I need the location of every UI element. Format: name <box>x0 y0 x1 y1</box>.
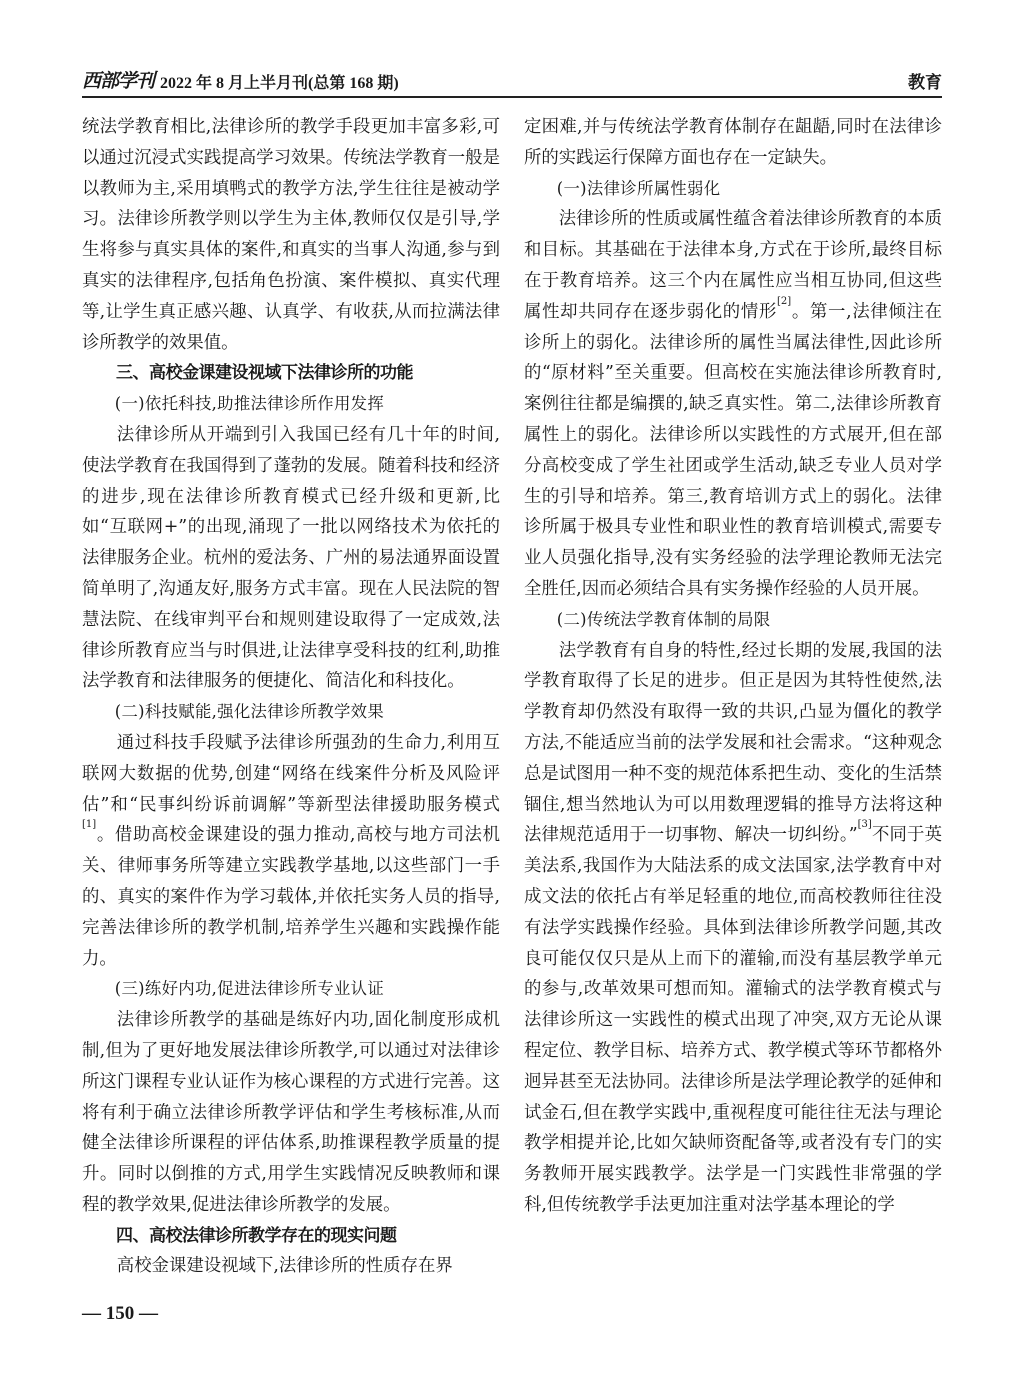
subsection-heading: (三)练好内功,促进法律诊所专业认证 <box>114 979 385 999</box>
paragraph: 高校金课建设视域下,法律诊所的性质存在界 <box>116 1256 453 1277</box>
paragraph-text: 。借助高校金课建设的强力推动,高校与地方司法机关、律师事务所等建立实践教学基地,以这些部门一手的、真实的案件作为学习载体,并依托实务人员的指导,完善法律诊所的教学机制,培养学生兴趣和实践操作能力。 <box>82 825 500 969</box>
paragraph: 统法学教育相比,法律诊所的教学手段更加丰富多彩,可以通过沉浸式实践提高学习效果。传统法学教育一般是以教师为主,采用填鸭式的教学方法,学生往往是被动学习。法律诊所教学则以学生为主体,教师仅仅是引导,学生将参与真实具体的案件,和真实的当事人沟通,参与到真实的法律程序,包括角色扮演、案件模拟、真实代理等,让学生真正感兴趣、认真学、有收获,从而拉满法律诊所教学的效果值。 <box>82 117 500 353</box>
subsection-heading: (一)法律诊所属性弱化 <box>556 178 721 198</box>
page-number: — 150 — <box>82 1303 158 1324</box>
page-header <box>82 66 942 98</box>
paragraph <box>82 728 500 974</box>
paragraph-text: 不同于英美法系,我国作为大陆法系的成文法国家,法学教育中对成文法的依托占有举足轻重的地位,而高校教师往往没有法学实践操作经验。具体到法律诊所教学问题,其改良可能仅仅只是从上而下的灌输,而没有基层教学单元的参与,改革效果可想而知。灌输式的法学教育模式与法律诊所这一实践性的模式出现了冲突,双方无论从课程定位、教学目标、培养方式、教学模式等环节都格外迥异甚至无法协同。法律诊所是法学理论教学的延伸和试金石,但在教学实践中,重视程度可能往往无法与理论教学相提并论,比如欠缺师资配备等,或者没有专门的实务教师开展实践教学。法学是一门实践性非常强的学科,但传统教学手法更加注重对法学基本理论的学 <box>524 825 942 1215</box>
section-name: 教育 <box>908 73 942 93</box>
article-body <box>82 112 942 1277</box>
paragraph: 法律诊所教学的基础是练好内功,固化制度形成机制,但为了更好地发展法律诊所教学,可以通过对法律诊所这门课程专业认证作为核心课程的方式进行完善。这将有利于确立法律诊所教学评估和学生考核标准,从而健全法律诊所课程的评估体系,助推课程教学质量的提升。同时以倒推的方式,用学生实践情况反映教师和课程的教学效果,促进法律诊所教学的发展。 <box>82 1010 500 1215</box>
citation-ref: [2] <box>777 295 792 307</box>
subsection-heading: (二)传统法学教育体制的局限 <box>556 609 771 629</box>
paragraph-text: 法学教育有自身的特性,经过长期的发展,我国的法学教育取得了长足的进步。但正是因为其特性使然,法学教育却仍然没有取得一致的共识,凸显为僵化的教学方法,不能适应当前的法学发展和社会需求。“这种观念总是试图用一种不变的规范体系把生动、变化的生活禁锢住,想当然地认为可以用数理逻辑的推导方法将这种法律规范适用于一切事物、解决一切纠纷。” <box>524 640 942 846</box>
paragraph <box>524 204 942 604</box>
right-column <box>524 112 942 1262</box>
left-column <box>82 112 500 1277</box>
paragraph-text: 通过科技手段赋予法律诊所强劲的生命力,利用互联网大数据的优势,创建“网络在线案件分析及风险评估”和“民事纠纷诉前调解”等新型法律援助服务模式 <box>82 732 500 815</box>
paragraph: 法律诊所从开端到引入我国已经有几十年的时间,使法学教育在我国得到了蓬勃的发展。随着科技和经济的进步,现在法律诊所教育模式已经升级和更新,比如“互联网+”的出现,涌现了一批以网络技术为依托的法律服务企业。杭州的爱法务、广州的易法通界面设置简单明了,沟通友好,服务方式丰富。现在人民法院的智慧法院、在线审判平台和规则建设取得了一定成效,法律诊所教育应当与时俱进,让法律享受科技的红利,助推法学教育和法律服务的便捷化、简洁化和科技化。 <box>82 424 500 692</box>
paragraph: 定困难,并与传统法学教育体制存在龃龉,同时在法律诊所的实践运行保障方面也存在一定缺失。 <box>524 117 942 168</box>
paragraph-text: 法律诊所的性质或属性蕴含着法律诊所教育的本质和目标。其基础在于法律本身,方式在于诊所,最终目标在于教育培养。这三个内在属性应当相互协同,但这些属性却共同存在逐步弱化的情形 <box>524 209 942 322</box>
citation-ref: [3] <box>857 819 872 831</box>
subsection-heading: (二)科技赋能,强化法律诊所教学效果 <box>114 702 385 722</box>
paragraph <box>524 636 942 1221</box>
section-heading: 三、高校金课建设视域下法律诊所的功能 <box>116 363 413 384</box>
section-heading: 四、高校法律诊所教学存在的现实问题 <box>116 1225 397 1246</box>
paragraph-text: 。第一,法律倾注在诊所上的弱化。法律诊所的属性当属法律性,因此诊所的“原材料”至关重要。但高校在实施法律诊所教育时,案例往往都是编撰的,缺乏真实性。第二,法律诊所教育属性上的弱化。法律诊所以实践性的方式展开,但在部分高校变成了学生社团或学生活动,缺乏专业人员对学生的引导和培养。第三,教育培训方式上的弱化。法律诊所属于极具专业性和职业性的教育培训模式,需要专业人员强化指导,没有实务经验的法学理论教师无法完全胜任,因而必须结合具有实务操作经验的人员开展。 <box>524 301 942 599</box>
subsection-heading: (一)依托科技,助推法律诊所作用发挥 <box>114 394 385 414</box>
issue-info: 2022 年 8 月上半月刊(总第 168 期) <box>160 75 399 92</box>
journal-name-logo: 西部学刊 <box>82 70 155 92</box>
citation-ref: [1] <box>82 819 97 831</box>
header-left <box>82 66 399 96</box>
